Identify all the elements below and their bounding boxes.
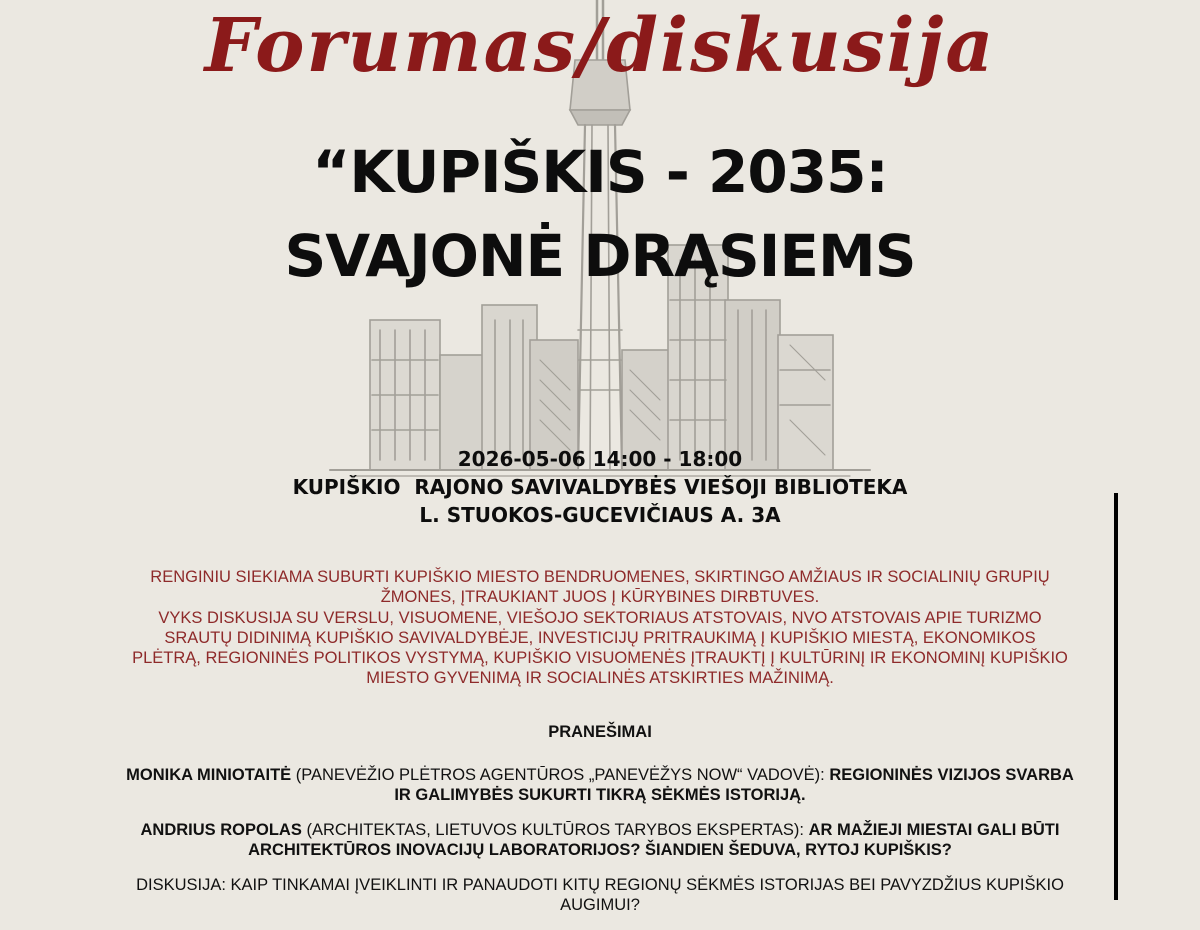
description-paragraph-1: RENGINIU SIEKIAMA SUBURTI KUPIŠKIO MIESTO BENDRUOMENES, SKIRTINGO AMŽIAUS IR SOCIALINIŲ GRUPIŲ ŽMONES, ĮTRAUKIANT JUOS Į KŪRYBINES DIRBTUVES.: [150, 568, 1050, 607]
event-info: [0, 445, 1200, 529]
main-title-line-1: “KUPIŠKIS - 2035:: [312, 138, 888, 206]
talk-item: [120, 765, 1080, 805]
main-title-line-2: SVAJONĖ DRĄSIEMS: [284, 222, 916, 290]
program-section: [120, 722, 1080, 930]
event-address: L. STUOKOS-GUCEVIČIAUS A. 3A: [419, 503, 781, 527]
talk-role: (ARCHITEKTAS, LIETUVOS KULTŪROS TARYBOS EKSPERTAS):: [301, 821, 809, 839]
talk-item: [120, 820, 1080, 860]
event-venue: KUPIŠKIO RAJONO SAVIVALDYBĖS VIEŠOJI BIBLIOTEKA: [292, 475, 908, 499]
talk-speaker: MONIKA MINIOTAITĖ: [126, 766, 292, 784]
talk-topic: REGIONINĖS VIZIJOS SVARBA IR GALIMYBĖS SUKURTI TIKRĄ SĖKMĖS ISTORIJĄ.: [394, 766, 1074, 804]
vertical-divider: [1114, 493, 1118, 900]
talk-role: (PANEVĖŽIO PLĖTROS AGENTŪROS „PANEVĖŽYS NOW“ VADOVĖ):: [291, 766, 830, 784]
main-title: [0, 130, 1200, 298]
discussion-item: DISKUSIJA: KAIP TINKAMAI ĮVEIKLINTI IR PANAUDOTI KITŲ REGIONŲ SĖKMĖS ISTORIJAS BEI PAVYZDŽIUS KUPIŠKIO AUGIMUI?: [136, 876, 1064, 914]
event-datetime: 2026-05-06 14:00 - 18:00: [457, 447, 743, 471]
talk-speaker: ANDRIUS ROPOLAS: [140, 821, 302, 839]
forum-script-title: Forumas/diskusija: [204, 3, 996, 89]
talk-topic: AR MAŽIEJI MIESTAI GALI BŪTI ARCHITEKTŪROS INOVACIJŲ LABORATORIJOS? ŠIANDIEN ŠEDUVA, RYTOJ KUPIŠKIS?: [248, 821, 1060, 859]
program-heading: PRANEŠIMAI: [548, 723, 652, 741]
description-paragraph-2: VYKS DISKUSIJA SU VERSLU, VISUOMENE, VIEŠOJO SEKTORIAUS ATSTOVAIS, NVO ATSTOVAIS APIE TURIZMO SRAUTŲ DIDINIMĄ KUPIŠKIO SAVIVALDYBĖJE, INVESTICIJŲ PRITRAUKIMĄ Į KUPIŠKIO MIESTĄ, EKONOMIKOS PLĖTRĄ, REGIONINĖS POLITIKOS VYSTYMĄ, KUPIŠKIO VISUOMENĖS ĮTRAUKTĮ Į KULTŪRINĮ IR EKONOMINĮ KUPIŠKIO MIESTO GYVENIMĄ IR SOCIALINĖS ATSKIRTIES MAŽINIMĄ.: [132, 608, 1068, 688]
event-description: [130, 567, 1070, 689]
